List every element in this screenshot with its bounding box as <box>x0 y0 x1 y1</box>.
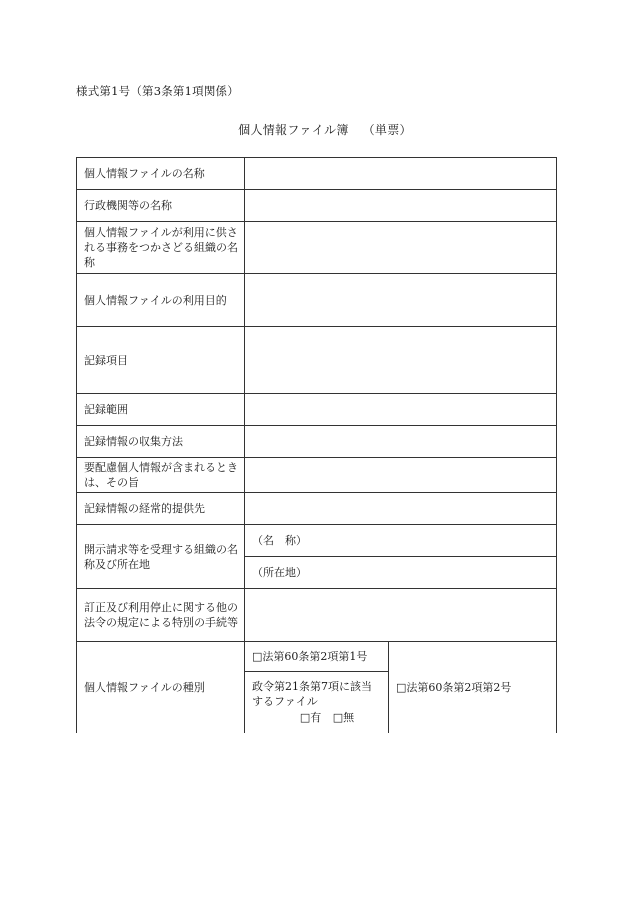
correction-label: 訂正及び利用停止に関する他の法令の規定による特別の手続等 <box>77 589 245 642</box>
organization-label: 個人情報ファイルが利用に供される事務をつかさどる組織の名称 <box>77 222 245 274</box>
record-scope-label: 記録範囲 <box>77 394 245 426</box>
correction-field[interactable] <box>245 589 557 642</box>
row-purpose <box>77 274 557 327</box>
ordinance-checks <box>252 710 382 725</box>
form-title-suffix: （単票） <box>362 123 412 137</box>
agency-name-field[interactable] <box>245 190 557 222</box>
row-agency-name <box>77 190 557 222</box>
regular-recipient-field[interactable] <box>245 493 557 525</box>
record-scope-field[interactable] <box>245 394 557 426</box>
file-type-option-2[interactable]: □法第60条第2項第2号 <box>389 642 557 733</box>
ordinance-no-checkbox[interactable]: □無 <box>332 711 355 725</box>
row-file-type-1 <box>77 642 557 672</box>
regular-recipient-label: 記録情報の経常的提供先 <box>77 493 245 525</box>
row-file-name <box>77 158 557 190</box>
form-title <box>0 121 630 138</box>
record-items-field[interactable] <box>245 327 557 394</box>
sensitive-info-field[interactable] <box>245 458 557 493</box>
row-organization <box>77 222 557 274</box>
file-name-field[interactable] <box>245 158 557 190</box>
organization-field[interactable] <box>245 222 557 274</box>
purpose-field[interactable] <box>245 274 557 327</box>
row-regular-recipient <box>77 493 557 525</box>
sensitive-info-label: 要配慮個人情報が含まれるときは、その旨 <box>77 458 245 493</box>
form-title-main: 個人情報ファイル簿 <box>238 123 349 137</box>
row-sensitive-info <box>77 458 557 493</box>
ordinance-note: 政令第21条第7項に該当するファイル <box>252 680 372 709</box>
disclosure-label: 開示請求等を受理する組織の名称及び所在地 <box>77 525 245 589</box>
disclosure-name-field[interactable]: （名 称） <box>245 525 557 557</box>
ledger-table <box>76 157 557 733</box>
file-name-label: 個人情報ファイルの名称 <box>77 158 245 190</box>
form-number: 様式第1号（第3条第1項関係） <box>76 84 239 98</box>
row-correction <box>77 589 557 642</box>
ordinance-yes-checkbox[interactable]: □有 <box>299 711 322 725</box>
file-type-option-1[interactable]: □法第60条第2項第1号 <box>245 642 389 672</box>
agency-name-label: 行政機関等の名称 <box>77 190 245 222</box>
disclosure-address-field[interactable]: （所在地） <box>245 557 557 589</box>
row-disclosure-name <box>77 525 557 557</box>
row-record-items <box>77 327 557 394</box>
ordinance-cell <box>245 672 389 733</box>
record-items-label: 記録項目 <box>77 327 245 394</box>
file-type-label: 個人情報ファイルの種別 <box>77 642 245 733</box>
collection-method-field[interactable] <box>245 426 557 458</box>
row-collection-method <box>77 426 557 458</box>
collection-method-label: 記録情報の収集方法 <box>77 426 245 458</box>
purpose-label: 個人情報ファイルの利用目的 <box>77 274 245 327</box>
row-record-scope <box>77 394 557 426</box>
